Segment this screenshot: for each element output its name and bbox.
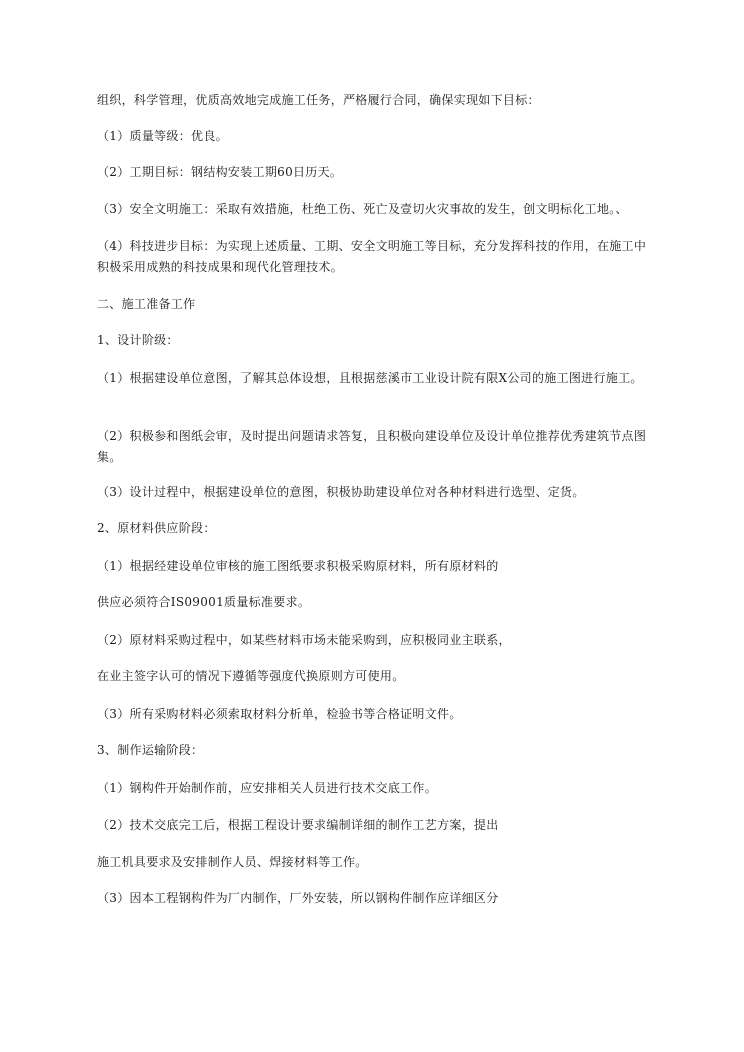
paragraph-material-1b: 供应必须符合IS09001质量标准要求。	[97, 595, 311, 609]
paragraph-quality-grade: （1）质量等级：优良。	[97, 129, 228, 143]
paragraph-fabrication-3: （3）因本工程钢构件为厂内制作，厂外安装，所以钢构件制作应详细区分	[97, 891, 499, 905]
paragraph-safety: （3）安全文明施工：采取有效措施，杜绝工伤、死亡及壹切火灾事故的发生，创文明标化工地。、	[97, 202, 628, 216]
subheading-design-stage: 1、设计阶级：	[97, 333, 179, 347]
subheading-material-supply: 2、原材料供应阶段：	[97, 521, 216, 535]
subheading-fabrication-transport: 3、制作运输阶段：	[97, 743, 204, 757]
paragraph-fabrication-2b: 施工机具要求及安排制作人员、焊接材料等工作。	[97, 855, 368, 869]
paragraph-material-2b: 在业主签字认可的情况下遵循等强度代换原则方可使用。	[97, 669, 405, 683]
paragraph-design-1: （1）根据建设单位意图，了解其总体设想，且根据慈溪市工业设计院有限X公司的施工图进行施工。	[97, 371, 643, 385]
paragraph-fabrication-1: （1）钢构件开始制作前，应安排相关人员进行技术交底工作。	[97, 781, 438, 795]
paragraph-intro: 组织，科学管理，优质高效地完成施工任务，严格履行合同，确保实现如下目标：	[97, 93, 540, 107]
paragraph-material-1a: （1）根据经建设单位审核的施工图纸要求积极采购原材料，所有原材料的	[97, 559, 499, 573]
paragraph-fabrication-2a: （2）技术交底完工后，根据工程设计要求编制详细的制作工艺方案，提出	[97, 818, 499, 832]
paragraph-material-2a: （2）原材料采购过程中，如某些材料市场未能采购到，应积极同业主联系，	[97, 633, 511, 647]
paragraph-design-2: （2）积极参和图纸会审，及时提出问题请求答复，且积极向建设单位及设计单位推荐优秀建筑节点图集。	[97, 429, 647, 464]
paragraph-schedule-target: （2）工期目标：钢结构安装工期60日历天。	[97, 165, 343, 179]
paragraph-design-3: （3）设计过程中，根据建设单位的意图，积极协助建设单位对各种材料进行选型、定货。	[97, 485, 585, 499]
section-heading-preparation: 二、施工准备工作	[97, 297, 196, 311]
paragraph-material-3: （3）所有采购材料必须索取材料分析单，检验书等合格证明文件。	[97, 707, 462, 721]
paragraph-tech-progress: （4）科技进步目标：为实现上述质量、工期、安全文明施工等目标，充分发挥科技的作用，在施工中积极采用成熟的科技成果和现代化管理技术。	[97, 239, 647, 274]
